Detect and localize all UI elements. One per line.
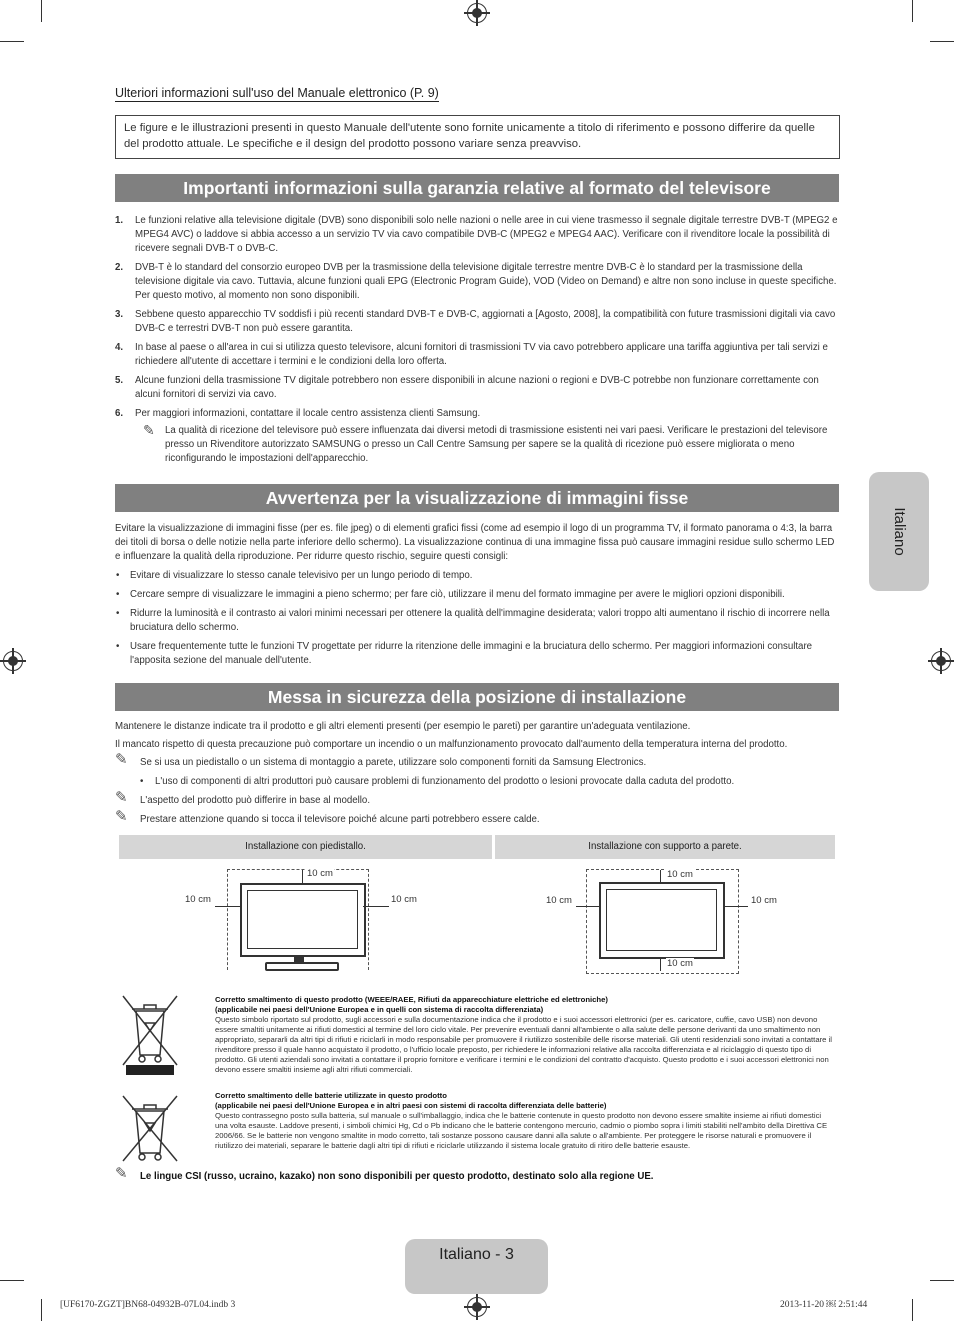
note-appearance: ✎ L'aspetto del prodotto può differire in base al modello. <box>115 789 371 806</box>
installation-para-2: Il mancato rispetto di questa precauzione può comportare un incendio o un malfunzionamento provocato dall'aumento della temperatura interna del prodotto. <box>115 739 788 750</box>
install-wall-header: Installazione con supporto a parete. <box>495 835 835 859</box>
arrow-line <box>660 958 661 971</box>
registration-mark-icon <box>467 1297 487 1317</box>
dimension-label: 10 cm <box>391 894 417 905</box>
arrow-line <box>576 906 599 907</box>
page-number-tab: Italiano - 3 <box>405 1239 548 1294</box>
crop-mark <box>41 1299 42 1321</box>
pencil-note-icon: ✎ <box>143 422 155 438</box>
crop-mark <box>930 41 954 42</box>
dimension-label: 10 cm <box>751 895 777 906</box>
arrow-line <box>215 906 240 907</box>
warranty-list <box>115 214 839 466</box>
list-item: 6. Per maggiori informazioni, contattare il locale centro assistenza clienti Samsung. <box>115 408 481 419</box>
list-item: • Ridurre la luminosità e il contrasto ai valori minimi necessari per ottenere la qualità dell'immagine desiderata; valori troppo alti aumentano il rischio di incorrere nella bruciatura dello schermo. <box>115 607 839 635</box>
registration-mark-icon <box>467 3 487 23</box>
crossed-out-battery-bin-icon <box>120 1093 180 1163</box>
crop-mark <box>912 0 913 22</box>
crossed-out-bin-icon <box>120 993 180 1079</box>
list-item: 5. Alcune funzioni della trasmissione TV digitale potrebbero non essere disponibili in alcune nazioni o regioni e DVB-C potrebbe non funzionare correttamente con alcuni fornitori di servizi via cavo. <box>115 375 819 400</box>
registration-mark-icon <box>931 651 951 671</box>
section-title-still-images: Avvertenza per la visualizzazione di immagini fisse <box>115 484 839 512</box>
language-tab-label: Italiano <box>891 507 908 556</box>
dimension-label: 10 cm <box>185 894 211 905</box>
disclaimer-box: Le figure e le illustrazioni presenti in questo Manuale dell'utente sono fornite unicamente a titolo di riferimento e possono differire da quelle del prodotto attuale. Le specifiche e il design del prodotto possono variare senza preavviso. <box>115 115 840 159</box>
list-item: • Evitare di visualizzare lo stesso canale televisivo per un lungo periodo di tempo. <box>115 569 839 583</box>
section-title-warranty: Importanti informazioni sulla garanzia relative al formato del televisore <box>115 174 839 202</box>
crop-mark <box>0 41 24 42</box>
dimension-label: 10 cm <box>307 868 333 879</box>
note-hot-parts: ✎ Prestare attenzione quando si tocca il televisore poiché alcune parti potrebbero essere calde. <box>115 808 540 825</box>
still-images-tips <box>115 569 839 673</box>
dimension-label: 10 cm <box>667 869 693 880</box>
tv-screen <box>247 890 358 949</box>
memo-note: ✎ La qualità di ricezione del televisore può essere influenzata dai diversi metodi di trasmissione esistenti nei vari paesi. Verificare le prestazioni del televisore presso un Rivenditore autorizzato SAMSUNG o presso un Call Centre Samsung per sapere se la qualità di ricezione può essere migliorata o meno riconfigurando le impostazioni dell'apparecchio. <box>143 422 828 464</box>
crop-mark <box>0 1280 24 1281</box>
list-item: 3. Sebbene questo apparecchio TV soddisfi i più recenti standard DVB-T e DVB-C, aggiornati a [Agosto, 2008], la compatibilità con future trasmissioni digitali via cavo DVB-C e terrestri DVB-T non può essere garantita. <box>115 309 836 334</box>
crop-mark <box>41 0 42 22</box>
arrow-line <box>302 870 303 883</box>
pencil-note-icon: ✎ <box>115 751 128 768</box>
section-title-installation: Messa in sicurezza della posizione di installazione <box>115 683 839 711</box>
list-item: • Usare frequentemente tutte le funzioni TV progettate per ridurre la ritenzione delle immagini e la bruciatura dello schermo. Per maggiori informazioni consultare l'apposita sezione del manuale dell'utente. <box>115 640 839 668</box>
list-item: 1. Le funzioni relative alla televisione digitale (DVB) sono disponibili solo nelle nazioni o nelle aree in cui viene trasmesso il segnale digitale terrestre DVB-T (MPEG2 e MPEG4 AVC) o laddove si abbia accesso a un servizio TV via cavo compatibile DVB-C (MPEG2 e MPEG4 AAC). Verificare con il rivenditore locale la possibilità di ricevere segnali DVB-T o DVB-C. <box>115 215 838 254</box>
stand-base <box>265 962 339 971</box>
crop-mark <box>930 1280 954 1281</box>
registration-mark-icon <box>3 651 23 671</box>
arrow-line <box>363 906 389 907</box>
pencil-note-icon: ✎ <box>115 808 128 825</box>
footer-timestamp: 2013-11-20 ￼ 2:51:44 <box>780 1300 868 1310</box>
note-samsung-components: ✎ Se si usa un piedistallo o un sistema di montaggio a parete, utilizzare solo componenti forniti da Samsung Electronics. <box>115 751 647 768</box>
list-item: • Cercare sempre di visualizzare le immagini a pieno schermo; per fare ciò, utilizzare il menu del formato immagine per avere le migliori opzioni disponibili. <box>115 588 839 602</box>
dimension-label: 10 cm <box>546 895 572 906</box>
arrow-line <box>660 870 661 882</box>
battery-disposal-notice: Corretto smaltimento delle batterie utilizzate in questo prodotto (applicabile nei paesi dell'Unione Europea e in altri paesi con sistemi di raccolta differenziata delle batterie) Questo contrassegno posto sulla batteria, sul manuale o sull'imballaggio, indica che le batterie contenute in questo prodotto non devono essere smaltite insieme ai rifiuti domestici una volta esauste. Laddove presenti, i simboli chimici Hg, Cd o Pb indicano che le batterie contengono mercurio, cadmio o piombo sopra i limiti stabiliti nell'ambito della Direttiva CE 2006/66. Se le batterie non vengono smaltite in modo corretto, tali sostanze possono causare danni alla salute o all'ambiente. Per proteggere le risorse naturali e promuovere il riutilizzo dei materiali, separare le batterie dagli altri tipi di rifiuti e riciclarle utilizzando il sistema locale gratuito di ritiro delle batterie esauste. <box>215 1091 828 1150</box>
list-item: 4. In base al paese o all'area in cui si utilizza questo televisore, alcuni fornitori di trasmissioni TV via cavo potrebbero applicare una tariffa aggiuntiva per tali servizi e richiedere all'utente di accettare i termini e le condizioni della loro offerta. <box>115 342 828 367</box>
language-side-tab <box>869 472 929 591</box>
weee-disposal-notice: Corretto smaltimento di questo prodotto (WEEE/RAEE, Rifiuti da apparecchiature elettriche ed elettroniche) (applicabile nei paesi dell'Unione Europea e in quelli con sistema di raccolta differenziata) Questo simbolo riportato sul prodotto, sugli accessori e sulla documentazione indica che il prodotto e i suoi accessori elettronici (per es. caricatore, cuffie, cavo USB) non devono essere smaltiti unitamente ai rifiuti domestici al termine del loro ciclo vitale. Per prevenire eventuali danni all'ambiente o alla salute delle persone derivanti da uno smaltimento non appropriato, separarli da altri tipi di rifiuti e riciclarli in modo responsabile per promuovere il riutilizzo sostenibile delle risorse materiali. Gli utenti residenziali sono invitati a contattare il rivenditore presso il quale hanno acquistato il prodotto, o l'ufficio locale preposto, per richiedere le informazioni relative alla raccolta differenziata e al riciclaggio di questo tipo di prodotto. Gli utenti aziendali sono invitati a contattare il proprio fornitore e verificare i termini e le condizioni del contratto d'acquisto. Questo prodotto e i suoi accessori elettronici non devono essere smaltiti insieme agli altri rifiuti commerciali. <box>215 995 832 1074</box>
still-images-intro: Evitare la visualizzazione di immagini fisse (per es. file jpeg) o di elementi grafici fissi (come ad esempio il logo di un programma TV, il formato panorama o 4:3, la barra dei titoli di borsa o delle notizie nella parte inferiore dello schermo). La visualizzazione continua di una immagine fissa può causare immagini residue sullo schermo LED e influenzare la qualità della riproduzione. Per ridurre questo rischio, seguire questi consigli: <box>115 523 835 562</box>
footer-file-info: [UF6170-ZGZT]BN68-04932B-07L04.indb 3 <box>60 1300 236 1310</box>
tv-screen <box>606 889 717 951</box>
bullet-other-components: • L'uso di componenti di altri produttori può causare problemi di funzionamento del prodotto o lesioni provocate dalla caduta del prodotto. <box>140 776 735 787</box>
manual-reference-link[interactable]: Ulteriori informazioni sull'uso del Manuale elettronico (P. 9) <box>115 86 439 100</box>
pencil-note-icon: ✎ <box>115 1165 128 1182</box>
arrow-line <box>723 906 748 907</box>
installation-para-1: Mantenere le distanze indicate tra il prodotto e gli altri elementi presenti (per esempio le pareti) per garantire un'adeguata ventilazione. <box>115 721 691 732</box>
crop-mark <box>912 1299 913 1321</box>
dimension-label: 10 cm <box>667 958 693 969</box>
list-item: 2. DVB-T è lo standard del consorzio europeo DVB per la trasmissione della televisione digitale terrestre mentre DVB-C è lo standard per la trasmissione della televisione digitale via cavo. Tuttavia, alcune funzioni quali EPG (Electronic Program Guide), VOD (Video on Demand) e altre non sono incluse in queste specifiche. Per questo motivo, al momento non sono disponibili. <box>115 262 837 301</box>
csi-languages-note: ✎ Le lingue CSI (russo, ucraino, kazako) non sono disponibili per questo prodotto, destinato solo alla regione UE. <box>115 1165 654 1182</box>
pencil-note-icon: ✎ <box>115 789 128 806</box>
install-stand-header: Installazione con piedistallo. <box>119 835 492 859</box>
